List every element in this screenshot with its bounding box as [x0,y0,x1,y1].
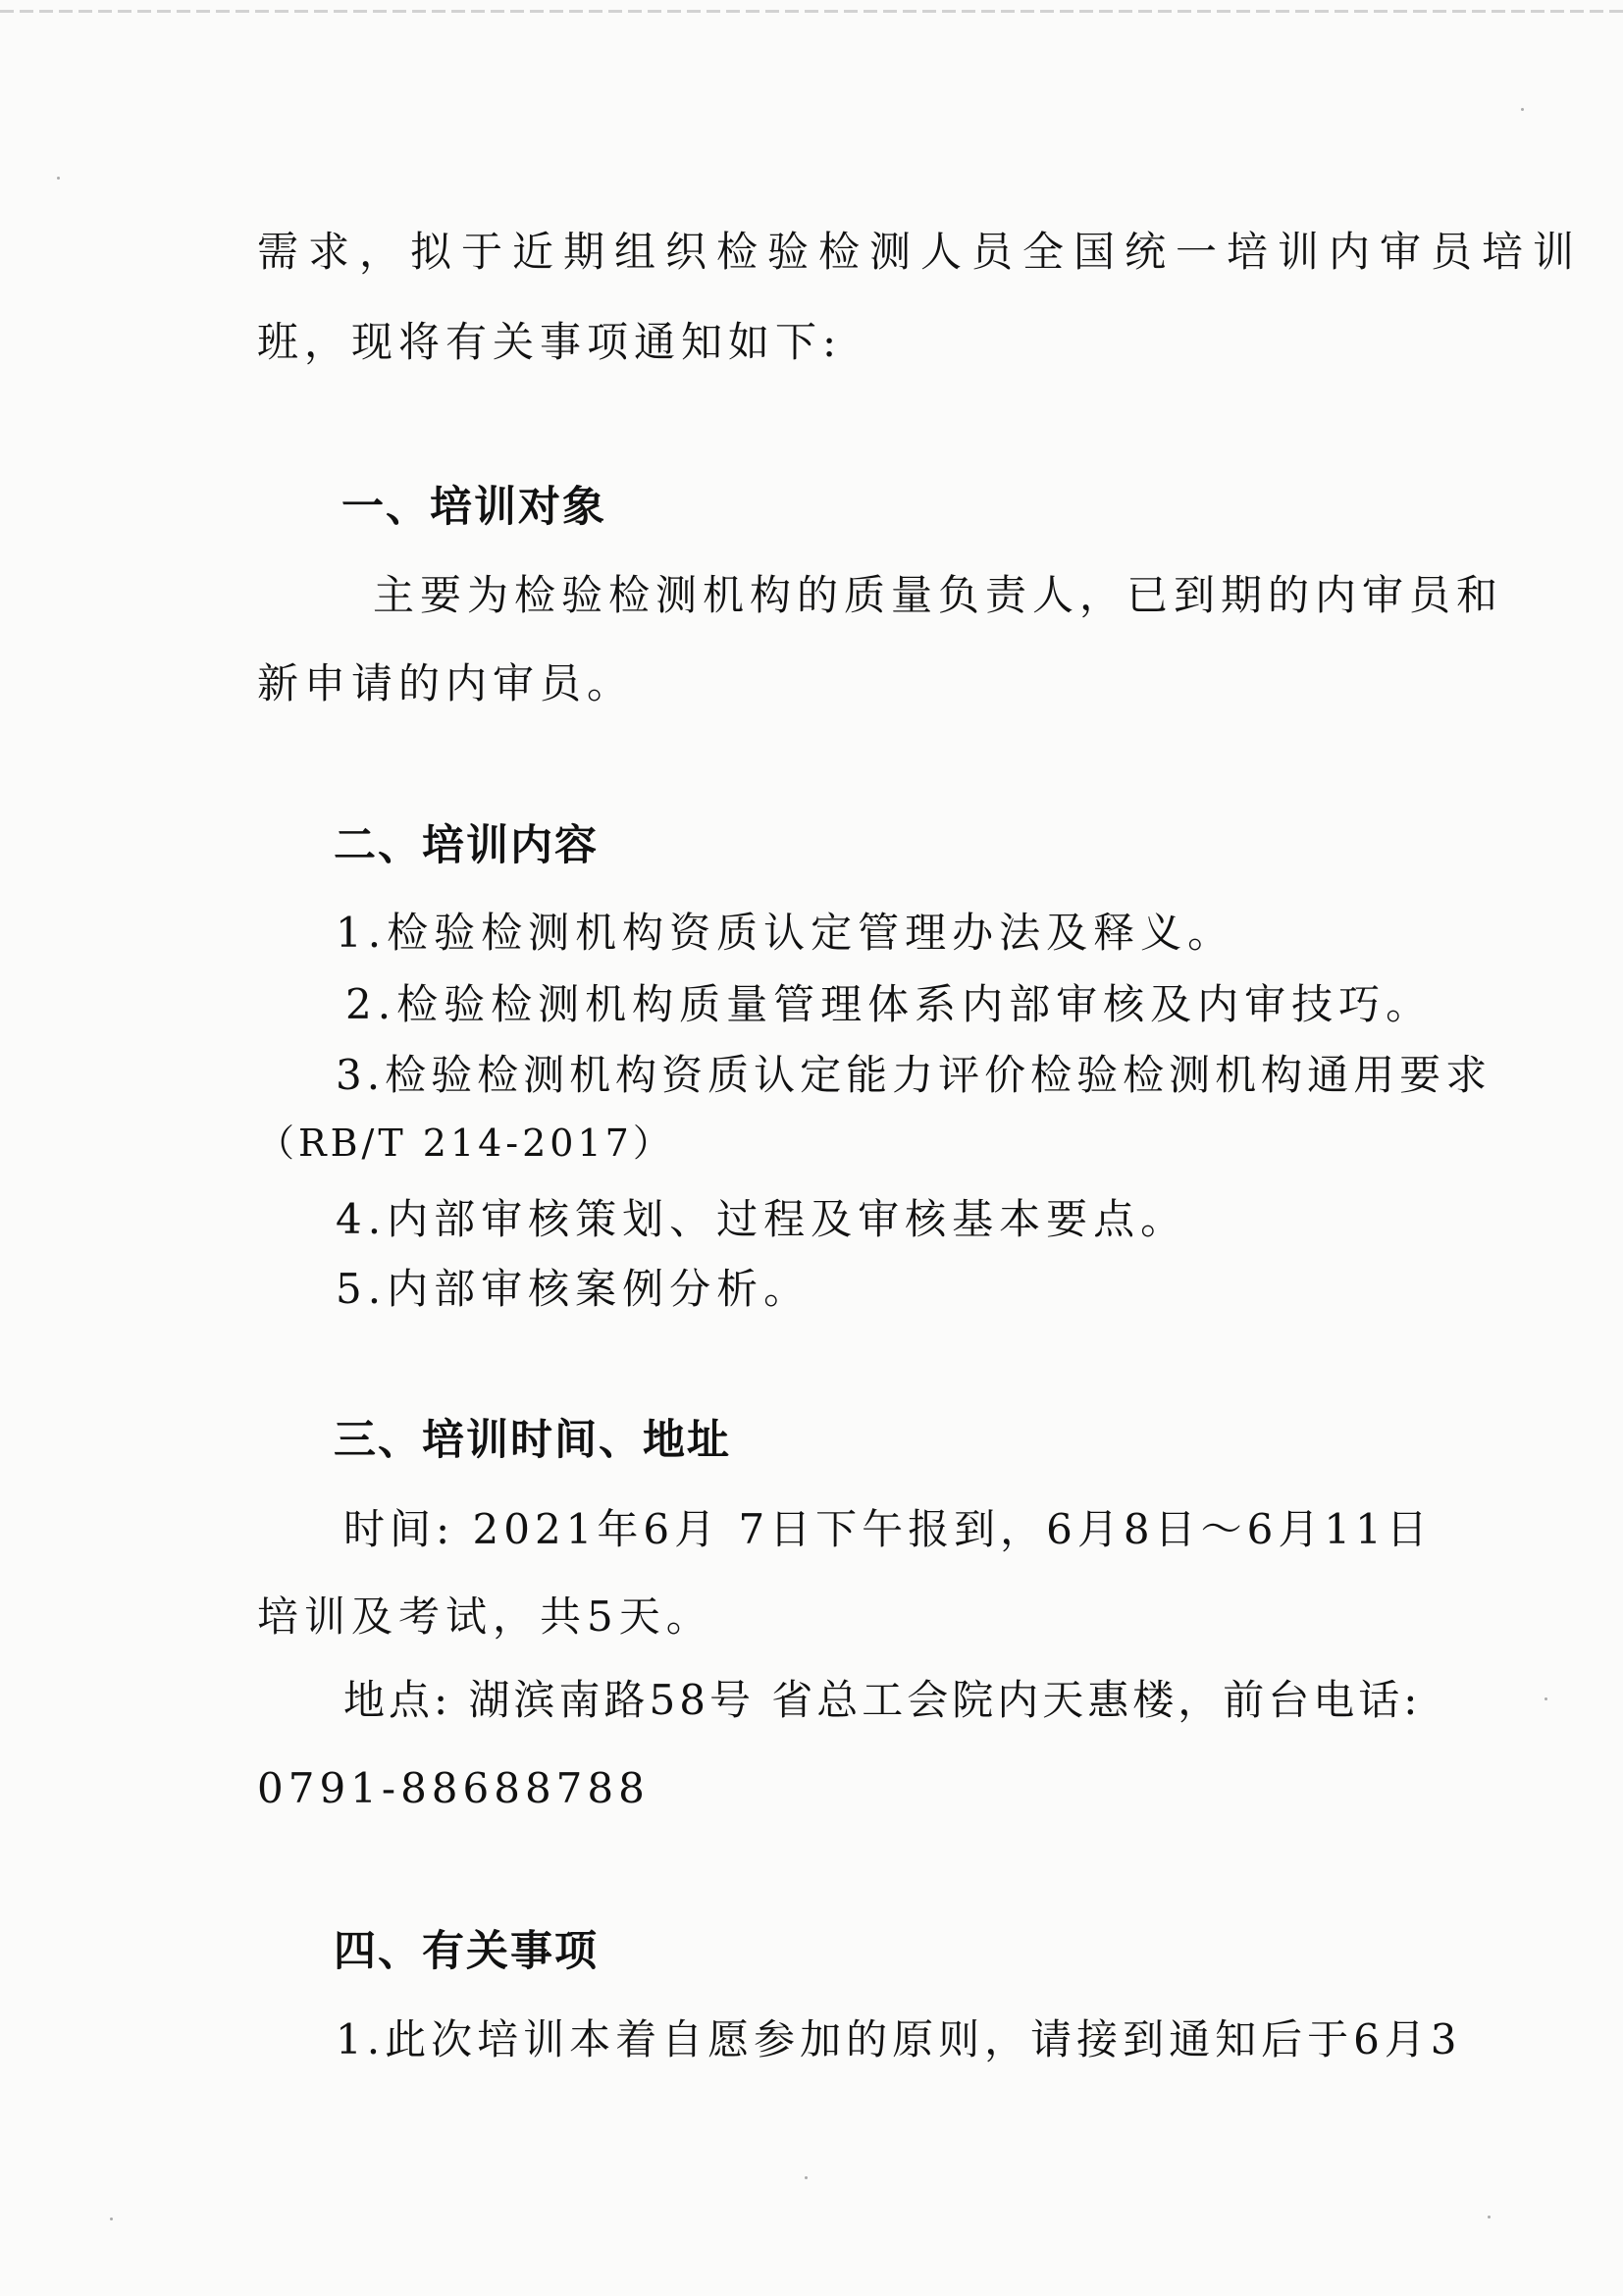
section-heading-2: 二、培训内容 [334,821,599,870]
scan-speck [805,2176,808,2179]
section-2-item-5: 5.内部审核案例分析。 [336,1265,812,1313]
scan-speck [57,177,60,180]
section-3-time-line-1: 时间: 2021年6月 7日下午报到，6月8日～6月11日 [343,1505,1433,1553]
section-2-item-3: 3.检验检测机构资质认定能力评价检验检测机构通用要求 [336,1051,1492,1099]
section-2-item-3-continuation: （RB/T 214-2017） [257,1122,674,1165]
section-2-item-4: 4.内部审核策划、过程及审核基本要点。 [336,1195,1188,1243]
scan-top-rule [0,10,1623,13]
intro-line-2: 班，现将有关事项通知如下: [257,318,843,366]
section-3-location-line-2: 0791-88688788 [257,1764,650,1812]
section-heading-1: 一、培训对象 [341,483,606,532]
section-heading-3: 三、培训时间、地址 [334,1416,731,1465]
scan-speck [1521,108,1524,111]
scan-speck [110,2218,113,2220]
scan-speck [1544,1697,1547,1700]
section-2-item-1: 1.检验检测机构资质认定管理办法及释义。 [336,909,1235,957]
section-3-location-line-1: 地点: 湖滨南路58号 省总工会院内天惠楼，前台电话: [343,1676,1422,1724]
section-heading-4: 四、有关事项 [334,1927,599,1976]
section-3-time-line-2: 培训及考试，共5天。 [257,1592,713,1641]
section-4-item-1: 1.此次培训本着自愿参加的原则，请接到通知后于6月3 [336,2015,1462,2063]
section-1-line-1: 主要为检验检测机构的质量负责人，已到期的内审员和 [373,571,1504,619]
section-1-line-2: 新申请的内审员。 [257,659,635,707]
section-2-item-2: 2.检验检测机构质量管理体系内部审核及内审技巧。 [345,980,1434,1028]
intro-line-1: 需求，拟于近期组织检验检测人员全国统一培训内审员培训 [257,228,1585,276]
scan-speck [1488,2216,1491,2218]
